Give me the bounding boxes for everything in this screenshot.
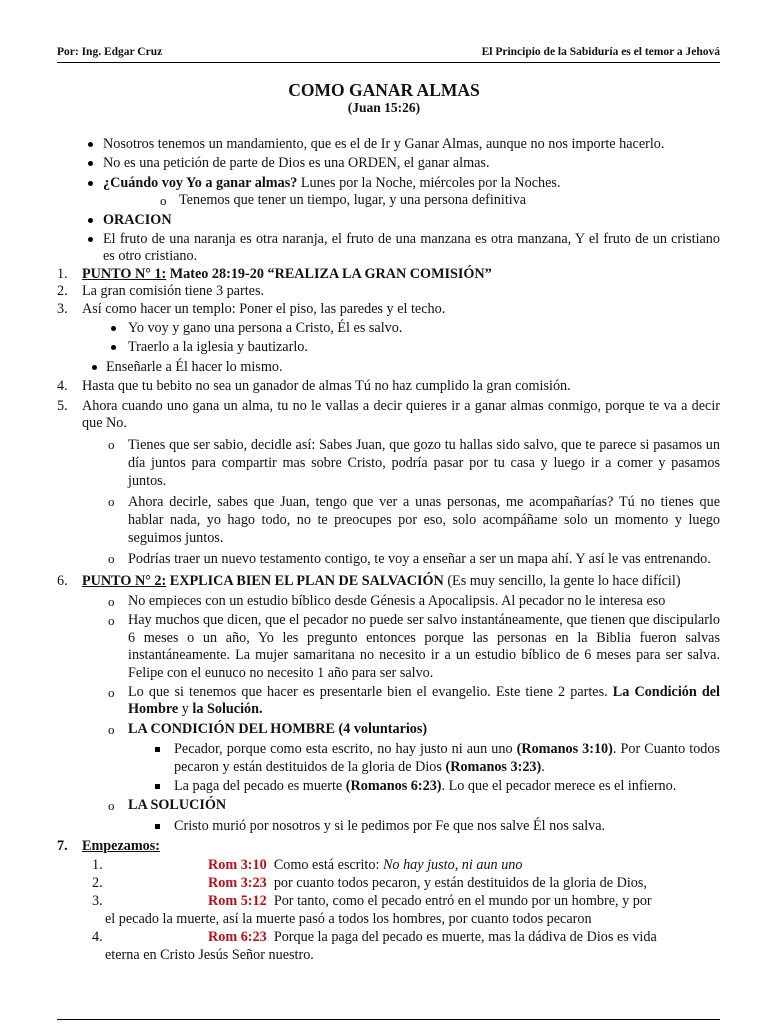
bullet-dot-icon <box>88 237 93 242</box>
verse-4-continued: eterna en Cristo Jesús Señor nuestro. <box>105 946 314 963</box>
bullet-dot-icon <box>88 218 93 223</box>
bullet-circle-icon: o <box>108 613 115 629</box>
bullet-dot-icon <box>92 365 97 370</box>
verse-3: 3. Rom 5:12 Por tanto, como el pecado entró en el mundo por un hombre, y por <box>92 893 652 910</box>
list-item-6-sub-5: o LA SOLUCIÓN <box>108 797 227 814</box>
footer-divider <box>57 1019 720 1020</box>
intro-bullet-4: ORACION <box>57 212 720 229</box>
list-item-6-square-1: Pecador, porque como esta escrito, no hay justo ni aun uno (Romanos 3:10). Por Cuanto todos pecaron y están destituidos de la gloria de Dios (Romanos 3:23). <box>57 741 720 776</box>
list-item-6-square-3: Cristo murió por nosotros y si le pedimos por Fe que nos salve Él nos salva. <box>57 818 720 835</box>
intro-bullet-5: El fruto de una naranja es otra naranja, el fruto de una manzana es otra manzana, Y el fruto de un cristiano es otro cristiano. <box>57 231 720 266</box>
bullet-dot-icon <box>88 161 93 166</box>
verse-ref: Rom 3:10 <box>208 856 267 873</box>
verse-ref: Rom 5:12 <box>208 893 267 910</box>
list-item-5-sub-1: o Tienes que ser sabio, decidle así: Sabes Juan, que gozo tu hallas sido salvo, que te parece si pasamos un día juntos para compartir mas sobre Cristo, podría pasar por tu casa y luego ir a comer y pasamos juntos. <box>108 436 720 489</box>
bullet-square-icon <box>155 747 160 752</box>
list-item-6-sub-2: o Hay muchos que dicen, que el pecador no puede ser salvo instantáneamente, que tienen que discipularlo 6 meses o un año, Yo les pregunto entonces porque las personas en la Biblia fueron salvas instantáneamente. La mujer samaritana no necesito ir a un estudio bíblico de 6 meses para ser salva. Felipe con el eunuco no necesito 1 año para ser salvo. <box>108 612 720 681</box>
intro-sub-bullet: o Tenemos que tener un tiempo, lugar, y una persona definitiva <box>160 192 527 209</box>
verse-3-continued: el pecado la muerte, así la muerte pasó a todos los hombres, por cuanto todos pecaron <box>105 910 592 927</box>
page-title: COMO GANAR ALMAS <box>288 80 480 100</box>
list-item-2: 2. La gran comisión tiene 3 partes. <box>57 283 265 300</box>
header-author: Por: Ing. Edgar Cruz <box>57 46 163 58</box>
list-item-3-bullet-1: Yo voy y gano una persona a Cristo, Él es salvo. <box>57 320 720 337</box>
page-subtitle: (Juan 15:26) <box>347 100 421 115</box>
document-body <box>57 136 720 964</box>
bullet-circle-icon: o <box>108 798 115 814</box>
intro-bullet-2: No es una petición de parte de Dios es una ORDEN, el ganar almas. <box>57 155 720 172</box>
list-item-6-sub-3: o Lo que si tenemos que hacer es presentarle bien el evangelio. Este tiene 2 partes. La Condición del Hombre y la Solución. <box>108 683 720 718</box>
list-item-5-sub-2: o Ahora decirle, sabes que Juan, tengo que ver a unas personas, me acompañarías? Tú no tienes que hablar nada, yo hago todo, no te preocupes por eso, solo acompáñame solo un momento y luego seguimos juntos. <box>108 493 720 546</box>
bullet-circle-icon: o <box>160 193 167 209</box>
verse-ref: Rom 6:23 <box>208 929 267 946</box>
verse-ref: Rom 3:23 <box>208 875 267 891</box>
header-motto: El Principio de la Sabiduría es el temor a Jehová <box>481 46 720 58</box>
bullet-square-icon <box>155 784 160 789</box>
bullet-circle-icon: o <box>108 550 115 566</box>
bullet-circle-icon: o <box>108 721 115 737</box>
bullet-circle-icon: o <box>108 493 115 509</box>
bullet-circle-icon: o <box>108 593 115 609</box>
list-item-5: 5. Ahora cuando uno gana un alma, tu no le vallas a decir quieres ir a ganar almas conmigo, porque te va a decir que No. <box>57 397 720 432</box>
verse-4: 4. Rom 6:23 Porque la paga del pecado es muerte, mas la dádiva de Dios es vida <box>92 929 657 946</box>
list-item-4: 4. Hasta que tu bebito no sea un ganador de almas Tú no haz cumplido la gran comisión. <box>57 378 571 395</box>
list-item-1: 1. PUNTO N° 1: Mateo 28:19-20 “REALIZA LA GRAN COMISIÓN” <box>57 265 492 282</box>
list-item-3-bullet-3: Enseñarle a Él hacer lo mismo. <box>57 359 720 376</box>
page-header <box>57 44 720 63</box>
list-item-6-sub-1: o No empieces con un estudio bíblico desde Génesis a Apocalipsis. Al pecador no le interesa eso <box>108 592 666 609</box>
bullet-dot-icon <box>111 326 116 331</box>
bullet-dot-icon <box>111 345 116 350</box>
list-item-7: 7. Empezamos: <box>57 838 161 855</box>
verse-1: 1. Rom 3:10 Como está escrito: No hay justo, ni aun uno <box>92 856 523 873</box>
list-item-6-sub-4: o LA CONDICIÓN DEL HOMBRE (4 voluntarios) <box>108 720 428 737</box>
list-item-6: 6. PUNTO N° 2: EXPLICA BIEN EL PLAN DE SALVACIÓN (Es muy sencillo, la gente lo hace difícil) <box>57 572 681 589</box>
list-item-5-sub-3: o Podrías traer un nuevo testamento contigo, te voy a enseñar a ser un mapa ahí. Y así le vas entrenando. <box>108 550 711 567</box>
bullet-circle-icon: o <box>108 436 115 452</box>
list-item-3-bullet-2: Traerlo a la iglesia y bautizarlo. <box>57 339 720 356</box>
title-block <box>0 80 768 116</box>
verse-2: 2. Rom 3:23 por cuanto todos pecaron, y están destituidos de la gloria de Dios, <box>92 875 647 891</box>
list-item-6-square-2: La paga del pecado es muerte (Romanos 6:23). Lo que el pecador merece es el infierno. <box>57 778 720 795</box>
intro-bullet-1: Nosotros tenemos un mandamiento, que es el de Ir y Ganar Almas, aunque no nos importe hacerlo. <box>57 136 720 153</box>
list-item-3: 3. Así como hacer un templo: Poner el piso, las paredes y el techo. <box>57 300 446 317</box>
bullet-square-icon <box>155 824 160 829</box>
intro-bullet-3: ¿Cuándo voy Yo a ganar almas? Lunes por la Noche, miércoles por la Noches. <box>57 175 720 192</box>
bullet-dot-icon <box>88 142 93 147</box>
bullet-circle-icon: o <box>108 684 115 700</box>
bullet-dot-icon <box>88 181 93 186</box>
